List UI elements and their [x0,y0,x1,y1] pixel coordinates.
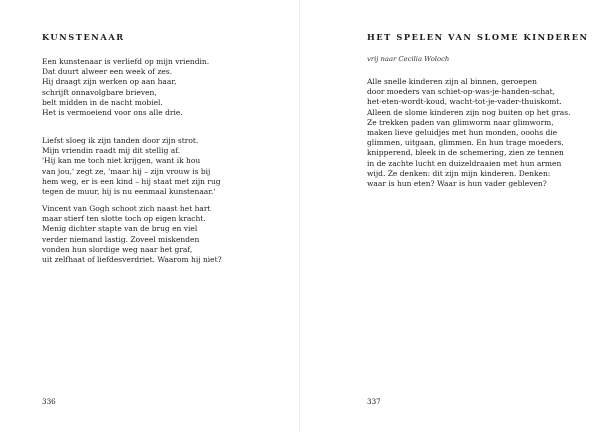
verse-line: verder niemand lastig. Zoveel miskenden [42,234,200,244]
verse-line: knipperend, bleek in de schemering, zien ze tennen [367,148,564,158]
stanza-3 [42,204,222,265]
verse-line: glimmen, uitgaan, glimmen. En hun trage moeders, [367,138,564,148]
verse-line: Mijn vriendin raadt mij dit stellig af. [42,146,181,156]
verse-line: vonden hun slordige weg naar het graf, [42,244,193,254]
verse-line: Alleen de slome kinderen zijn nog buiten op het gras. [367,107,571,117]
poem-dedication: vrij naar Cecilia Woloch [367,55,450,63]
verse-line: Hij draagt zijn werken op aan haar, [42,77,177,87]
right-page [300,0,600,432]
verse-line: belt midden in de nacht mobiel. [42,97,163,107]
verse-line: Een kunstenaar is verliefd op mijn vriendin. [42,57,210,66]
verse-line: Liefst sloeg ik zijn tanden door zijn strot. [42,136,199,145]
page-number: 336 [42,397,56,406]
verse-line: van jou,' zegt ze, 'maar hij – zijn vrouw is bij [42,166,211,176]
verse-line: schrijft onnavolgbare brieven, [42,87,157,97]
poem-title: HET SPELEN VAN SLOME KINDEREN [367,32,589,42]
verse-line: Menig dichter stapte van de brug en viel [42,224,198,234]
stanza-2 [42,136,221,197]
verse-line: hem weg, er is een kind – hij staat met zijn rug [42,176,221,186]
verse-line: Alle snelle kinderen zijn al binnen, geroepen [367,77,537,86]
verse-line: maar stierf ten slotte toch op eigen kracht. [42,214,206,224]
verse-line: maken lieve geluidjes met hun monden, ooohs die [367,128,558,138]
verse-line: wijd. Ze denken: dit zijn mijn kinderen. Denken: [367,168,551,178]
verse-line: Ze trekken paden van glimworm naar glimworm, [367,117,554,127]
verse-line: tegen de muur, hij is nu eenmaal kunstenaar.' [42,187,216,197]
verse-line: uit zelfhaat of liefdesverdriet. Waarom hij niet? [42,255,222,265]
verse-line: door moeders van schiet-op-was-je-handen-schat, [367,87,556,97]
verse-line: 'Hij kan me toch niet krijgen, want ik hou [42,156,201,166]
verse-line: in de zachte lucht en duizeldraaien met hun armen [367,158,562,168]
poem-title: KUNSTENAAR [42,32,125,42]
page-number: 337 [367,397,381,406]
verse-line: Dat duurt alweer een week of zes. [42,67,173,77]
verse-line: Vincent van Gogh schoot zich naast het hart [42,204,211,213]
verse-line: waar is hun eten? Waar is hun vader gebleven? [367,179,547,189]
verse-line: Het is vermoeiend voor ons alle drie. [42,108,183,118]
verse-line: het-eten-wordt-koud, wacht-tot-je-vader-thuiskomt. [367,97,562,107]
stanza-1 [42,57,209,118]
poem-body [367,77,570,189]
